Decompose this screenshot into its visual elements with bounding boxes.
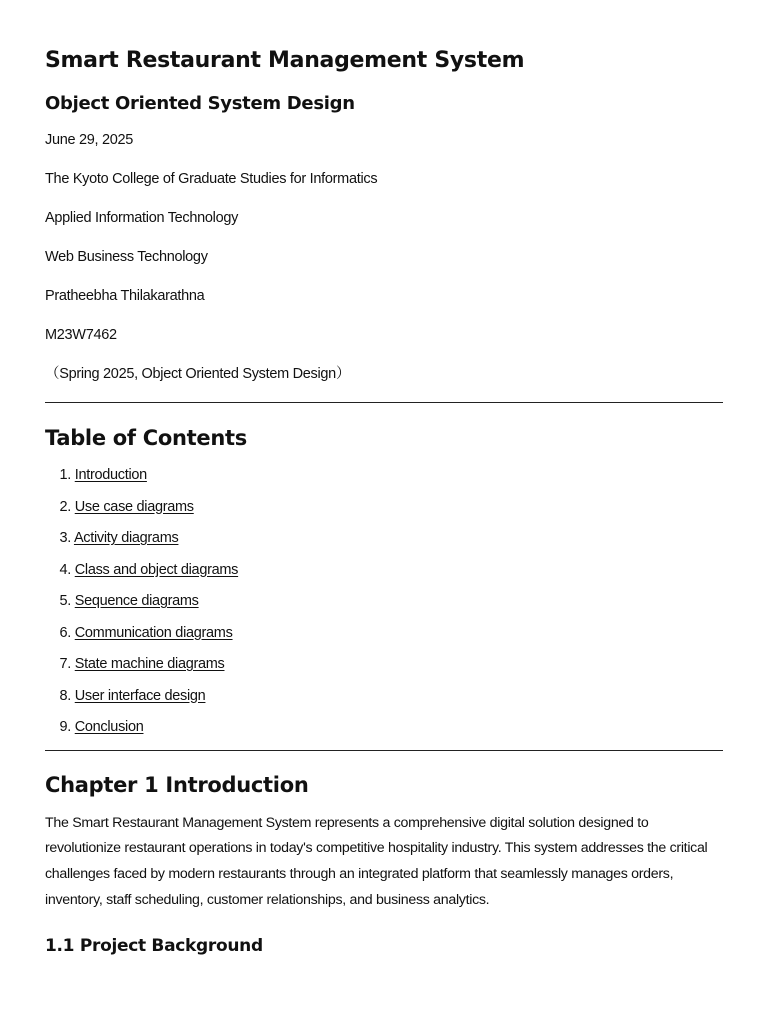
subsection-heading: 1.1 Project Background	[45, 935, 263, 956]
toc-item	[45, 498, 723, 516]
toc-item-number: 3.	[59, 530, 71, 546]
toc-item-number: 2.	[59, 498, 71, 515]
toc-link-use-case-diagrams[interactable]: Use case diagrams	[74, 498, 194, 515]
toc-item	[45, 624, 723, 642]
document-subtitle: Object Oriented System Design	[45, 93, 355, 114]
section-divider	[45, 402, 723, 403]
document-date: June 29, 2025	[45, 132, 134, 148]
chapter-paragraph: The Smart Restaurant Management System represents a comprehensive digital solution designed to revolutionize restaurant operations in today's competitive hospitality industry. This system addresses the critical challenges faced by modern restaurants through an integrated platform that seamlessly manages orders, inventory, staff scheduling, customer relationships, and business analytics.	[45, 814, 708, 908]
toc-item-number: 8.	[59, 687, 71, 704]
student-id: M23W7462	[45, 327, 117, 343]
toc-item-number: 1.	[59, 467, 71, 483]
toc-item	[45, 592, 723, 610]
section-divider	[45, 750, 723, 751]
toc-item	[45, 466, 723, 484]
toc-item	[45, 529, 723, 547]
specialization-name: Web Business Technology	[45, 249, 208, 265]
toc-item	[45, 655, 723, 673]
toc-item-number: 9.	[59, 719, 71, 735]
toc-link-sequence-diagrams[interactable]: Sequence diagrams	[74, 593, 199, 609]
document-title: Smart Restaurant Management System	[45, 48, 525, 73]
toc-link-user-interface-design[interactable]: User interface design	[74, 687, 206, 704]
program-name: Applied Information Technology	[45, 210, 239, 226]
toc-item-number: 6.	[59, 624, 71, 641]
toc-link-activity-diagrams[interactable]: Activity diagrams	[73, 530, 179, 546]
chapter-heading: Chapter 1 Introduction	[45, 772, 309, 797]
toc-item-number: 4.	[59, 561, 71, 578]
toc-link-state-machine-diagrams[interactable]: State machine diagrams	[74, 656, 225, 672]
toc-item	[45, 718, 723, 736]
institution-name: The Kyoto College of Graduate Studies for Informatics	[45, 171, 378, 187]
toc-list	[45, 466, 723, 736]
toc-item-number: 5.	[59, 593, 71, 609]
course-note: （Spring 2025, Object Oriented System Design）	[45, 366, 351, 382]
toc-link-communication-diagrams[interactable]: Communication diagrams	[74, 624, 233, 641]
toc-item	[45, 561, 723, 579]
toc-link-introduction[interactable]: Introduction	[74, 467, 147, 483]
toc-item-number: 7.	[59, 656, 71, 672]
author-name: Pratheebha Thilakarathna	[45, 288, 205, 304]
toc-link-class-object-diagrams[interactable]: Class and object diagrams	[74, 561, 239, 578]
toc-heading: Table of Contents	[45, 426, 247, 450]
toc-link-conclusion[interactable]: Conclusion	[74, 719, 144, 735]
toc-item	[45, 687, 723, 705]
